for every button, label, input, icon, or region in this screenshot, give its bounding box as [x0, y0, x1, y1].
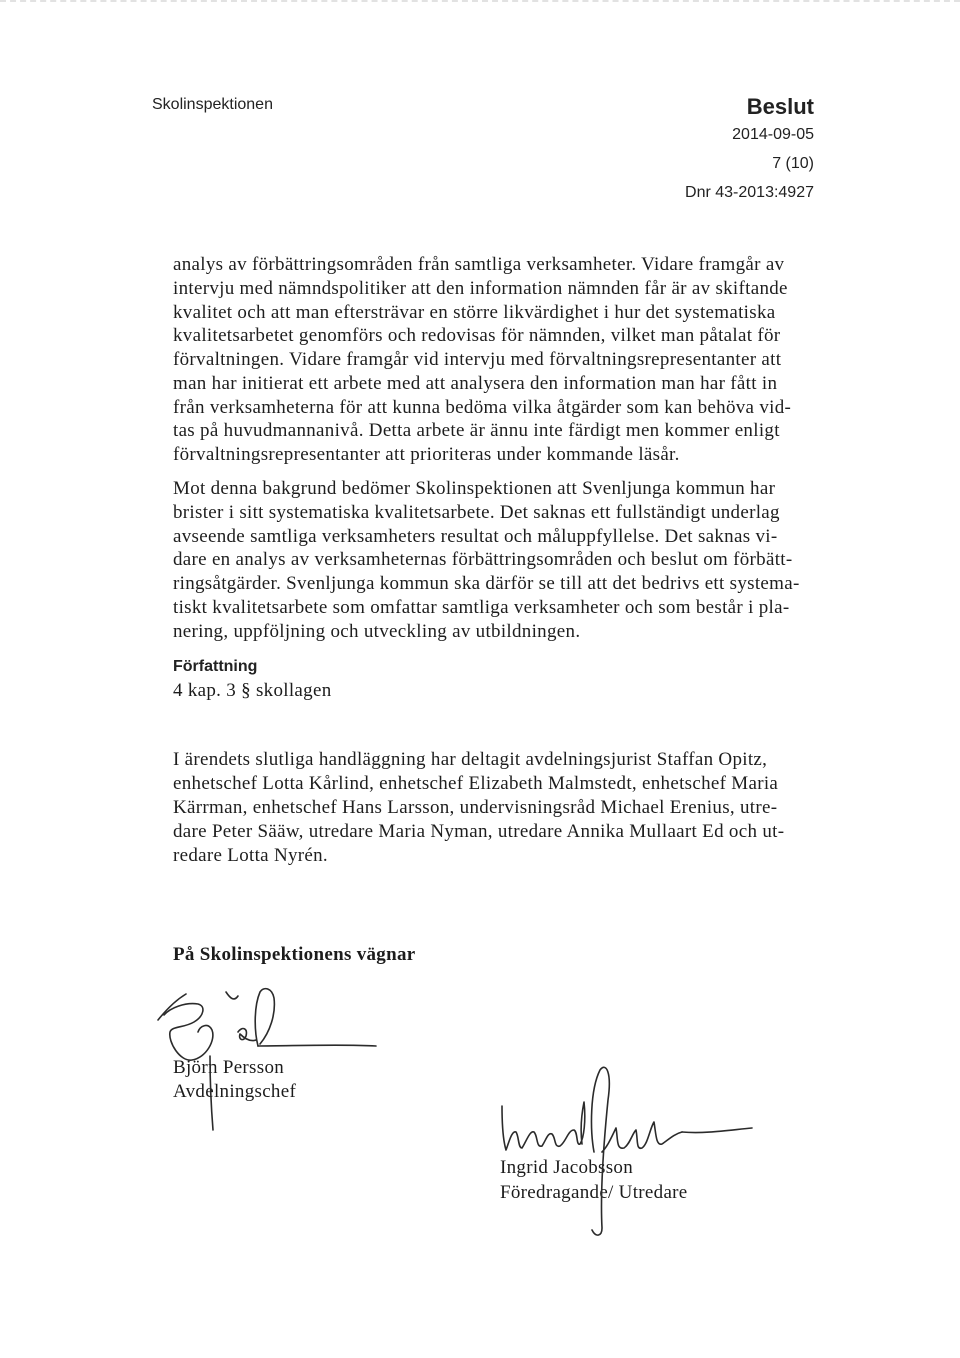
- body-line: intervju med nämndspolitiker att den information nämnden får är av skiftande: [173, 277, 788, 299]
- signer-title: Avdelningschef: [173, 1081, 297, 1102]
- signature-stroke: [226, 992, 238, 999]
- signature-stroke: [592, 1067, 610, 1235]
- body-line: dare Peter Sääw, utredare Maria Nyman, utredare Annika Mullaart Ed och ut-: [173, 821, 785, 842]
- signer-name: Björn Persson: [173, 1057, 285, 1078]
- handwritten-signature-2: [490, 1060, 760, 1240]
- body-line: redare Lotta Nyrén.: [173, 845, 328, 866]
- signature-stroke: [238, 1029, 256, 1041]
- body-line: kvalitetsarbetet genomförs och redovisas för nämnden, vilket man påtalat för: [173, 325, 781, 347]
- body-line: Kärrman, enhetschef Hans Larsson, undervisningsråd Michael Erenius, utre-: [173, 797, 778, 818]
- body-line: förvaltningsrepresentanter att prioriteras under kommande läsår.: [173, 444, 680, 465]
- statute-heading: Författning: [173, 658, 258, 675]
- signature-stroke: [255, 989, 274, 1046]
- body-line: kvalitet och att man eftersträvar en större likvärdighet i hur det systematiska: [173, 301, 776, 323]
- signer-title: Föredragande/ Utredare: [500, 1182, 688, 1203]
- body-line: nering, uppföljning och utveckling av utbildningen.: [173, 620, 581, 642]
- body-line: Mot denna bakgrund bedömer Skolinspektionen att Svenljunga kommun har: [173, 478, 776, 499]
- body-line: man har initierat ett arbete med att analysera den information man har fått in: [173, 372, 778, 394]
- signature-stroke: [158, 994, 186, 1020]
- body-line: enhetschef Lotta Kårlind, enhetschef Elizabeth Malmstedt, enhetschef Maria: [173, 773, 779, 794]
- paragraph-1: [173, 253, 833, 467]
- signature-stroke: [258, 1045, 376, 1046]
- body-line: I ärendets slutliga handläggning har deltagit avdelningsjurist Staffan Opitz,: [173, 749, 768, 770]
- organization-name: Skolinspektionen: [152, 96, 273, 113]
- statute-reference: 4 kap. 3 § skollagen: [173, 680, 332, 701]
- body-line: brister i sitt systematiska kvalitetsarbete. Det saknas ett fullständigt underlag: [173, 501, 780, 523]
- signature-heading: På Skolinspektionens vägnar: [173, 944, 416, 965]
- body-line: tiskt kvalitetsarbete som omfattar samtliga verksamheter och som består i pla-: [173, 596, 790, 618]
- signature-stroke: [602, 1122, 682, 1152]
- body-line: tas på huvudmannanivå. Detta arbete är ännu inte färdigt men kommer enligt: [173, 420, 780, 442]
- body-line: avseende samtliga verksamheters resultat och måluppfyllelse. Det saknas vi-: [173, 525, 778, 547]
- body-line: ringsåtgärder. Svenljunga kommun ska därför se till att det bedrivs ett systema-: [173, 573, 800, 595]
- document-date: 2014-09-05: [732, 126, 814, 143]
- document-type: Beslut: [746, 94, 814, 119]
- signature-stroke: [682, 1128, 752, 1133]
- body-line: förvaltningen. Vidare framgår vid intervju med förvaltningsrepresentanter att: [173, 349, 782, 370]
- case-number: Dnr 43-2013:4927: [685, 184, 814, 201]
- body-line: från verksamheterna för att kunna bedöma vilka åtgärder som kan behöva vid-: [173, 396, 792, 418]
- paragraph-3: [173, 748, 833, 868]
- scan-edge: [0, 0, 960, 2]
- body-line: analys av förbättringsområden från samtliga verksamheter. Vidare framgår av: [173, 254, 785, 275]
- signature-stroke: [502, 1102, 585, 1150]
- page-number: 7 (10): [772, 155, 814, 172]
- signature-stroke: [164, 1004, 213, 1061]
- signer-name: Ingrid Jacobsson: [500, 1157, 634, 1178]
- body-line: dare en analys av verksamheternas förbättringsområden och beslut om förbätt-: [173, 549, 793, 571]
- paragraph-2: [173, 477, 833, 644]
